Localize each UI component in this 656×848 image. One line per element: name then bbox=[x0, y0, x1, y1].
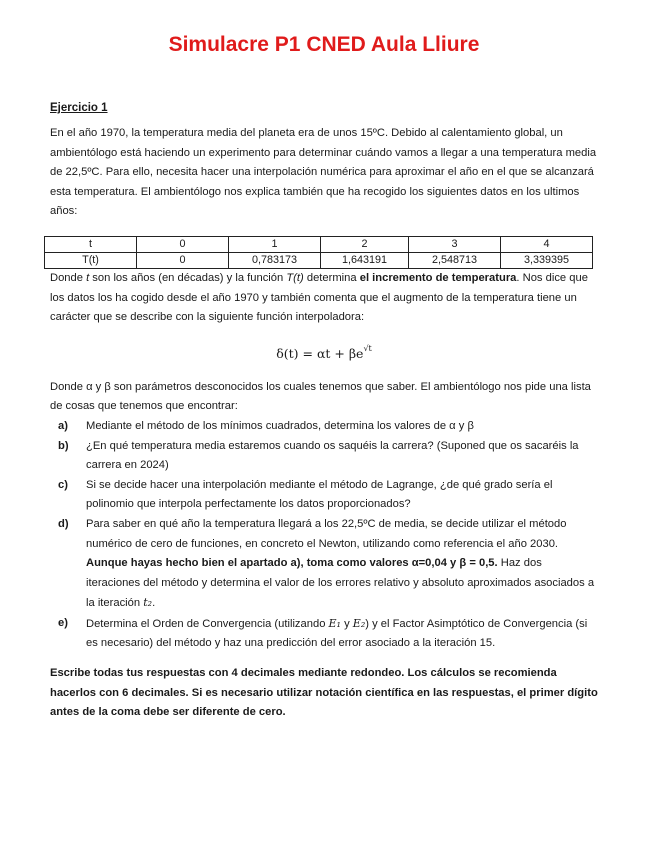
exercise-heading: Ejercicio 1 bbox=[50, 102, 108, 114]
interpolating-formula bbox=[50, 344, 598, 364]
table-cell: 4 bbox=[501, 236, 593, 252]
item-letter: b) bbox=[58, 439, 69, 452]
item-text: Mediante el método de los mínimos cuadrados, determina los valores de α y β bbox=[86, 419, 474, 432]
text-span: . Nos dice que los datos los ha cogido desde el año 1970 y también comenta que el augmento de la temperatura tiene un carácter que se describe con la siguiente función interpoladora: bbox=[50, 271, 588, 324]
list-item bbox=[58, 476, 598, 515]
text-span: y bbox=[340, 617, 353, 630]
table-cell: 2 bbox=[321, 236, 409, 252]
item-letter: d) bbox=[58, 517, 69, 530]
table-cell: 0,783173 bbox=[229, 252, 321, 268]
text-span: . bbox=[152, 597, 156, 610]
formula-body: δ(t) = αt + βe bbox=[276, 345, 364, 361]
item-text: ¿En qué temperatura media estaremos cuando os saquéis la carrera? (Suponed que os sacaréis la carrera en 2024) bbox=[86, 439, 579, 472]
parameters-paragraph: Donde α y β son parámetros desconocidos los cuales tenemos que saber. El ambientólogo nos pide una lista de cosas que tenemos que encontrar: bbox=[50, 380, 591, 413]
table-cell: 0 bbox=[137, 252, 229, 268]
item-text bbox=[86, 515, 598, 614]
table-cell: t bbox=[45, 236, 137, 252]
variable-t: t bbox=[86, 271, 90, 284]
text-span: son los años (en décadas) y la función bbox=[89, 271, 287, 284]
table-cell: T(t) bbox=[45, 252, 137, 268]
item-text: Si se decide hacer una interpolación mediante el método de Lagrange, ¿de qué grado sería el polinomio que interpola perfectamente los datos proporcionados? bbox=[86, 478, 553, 511]
instructions-paragraph: Escribe todas tus respuestas con 4 decimales mediante redondeo. Los cálculos se recomienda hacerlos con 6 decimales. Si es necesario utilizar notación científica en las respuestas, el primer dígito antes de la coma debe ser diferente de cero. bbox=[50, 667, 598, 719]
table-cell: 2,548713 bbox=[409, 252, 501, 268]
table-cell: 0 bbox=[137, 236, 229, 252]
item-letter: e) bbox=[58, 616, 68, 629]
item-letter: a) bbox=[58, 419, 68, 432]
table-cell: 3,339395 bbox=[501, 252, 593, 268]
table-row bbox=[45, 236, 593, 252]
text-span: Donde bbox=[50, 271, 87, 284]
intro-paragraph: En el año 1970, la temperatura media del planeta era de unos 15ºC. Debido al calentamiento global, un ambientólogo está haciendo un experimento para determinar cuándo vamos a llegar a una temperatura media de 22,5ºC. Para ello, necesita hacer una interpolación numérica para aproximar el año en el que se alcanzará esta temperatura. El ambientólogo nos explica también que ha recogido los siguientes datos en los ultimos años: bbox=[50, 127, 597, 218]
bold-phrase: el incremento de temperatura bbox=[359, 271, 517, 284]
table-row bbox=[45, 252, 593, 268]
table-cell: 3 bbox=[409, 236, 501, 252]
list-item bbox=[58, 437, 598, 476]
text-span: ) y el Factor Asimptótico de Convergencia (si es necesario) del método y haz una predicción del error asociado a la iteración 15. bbox=[86, 617, 588, 650]
formula-exponent: √t bbox=[363, 343, 372, 353]
text-span: Determina el Orden de Convergencia (utilizando bbox=[86, 617, 329, 630]
table-cell: 1 bbox=[229, 236, 321, 252]
list-item bbox=[58, 515, 598, 614]
text-span: Para saber en qué año la temperatura llegará a los 22,5ºC de media, se decide utilizar el método numérico de cero de funciones, en concreto el Newton, utilizando como referencia el año 2030. bbox=[86, 517, 567, 550]
description-paragraph bbox=[50, 269, 598, 328]
list-item bbox=[58, 417, 598, 437]
item-letter: c) bbox=[58, 478, 68, 491]
list-item bbox=[58, 614, 598, 654]
math-symbol: E₂ bbox=[352, 616, 366, 630]
bold-phrase: Aunque hayas hecho bien el apartado a), toma como valores α=0,04 y β = 0,5. bbox=[86, 557, 498, 570]
math-symbol: E₁ bbox=[328, 616, 341, 630]
function-name: T(t) bbox=[286, 271, 304, 284]
data-table bbox=[44, 236, 593, 269]
item-text bbox=[86, 614, 598, 654]
page-title: Simulacre P1 CNED Aula Lliure bbox=[168, 33, 480, 56]
text-span: determina bbox=[303, 271, 360, 284]
text-span: Haz dos iteraciones del método y determina el valor de los errores relativo y absoluto aproximados asociados a la iteración bbox=[86, 557, 595, 610]
table-cell: 1,643191 bbox=[321, 252, 409, 268]
math-symbol: t₂ bbox=[143, 596, 153, 610]
task-list bbox=[58, 417, 598, 654]
